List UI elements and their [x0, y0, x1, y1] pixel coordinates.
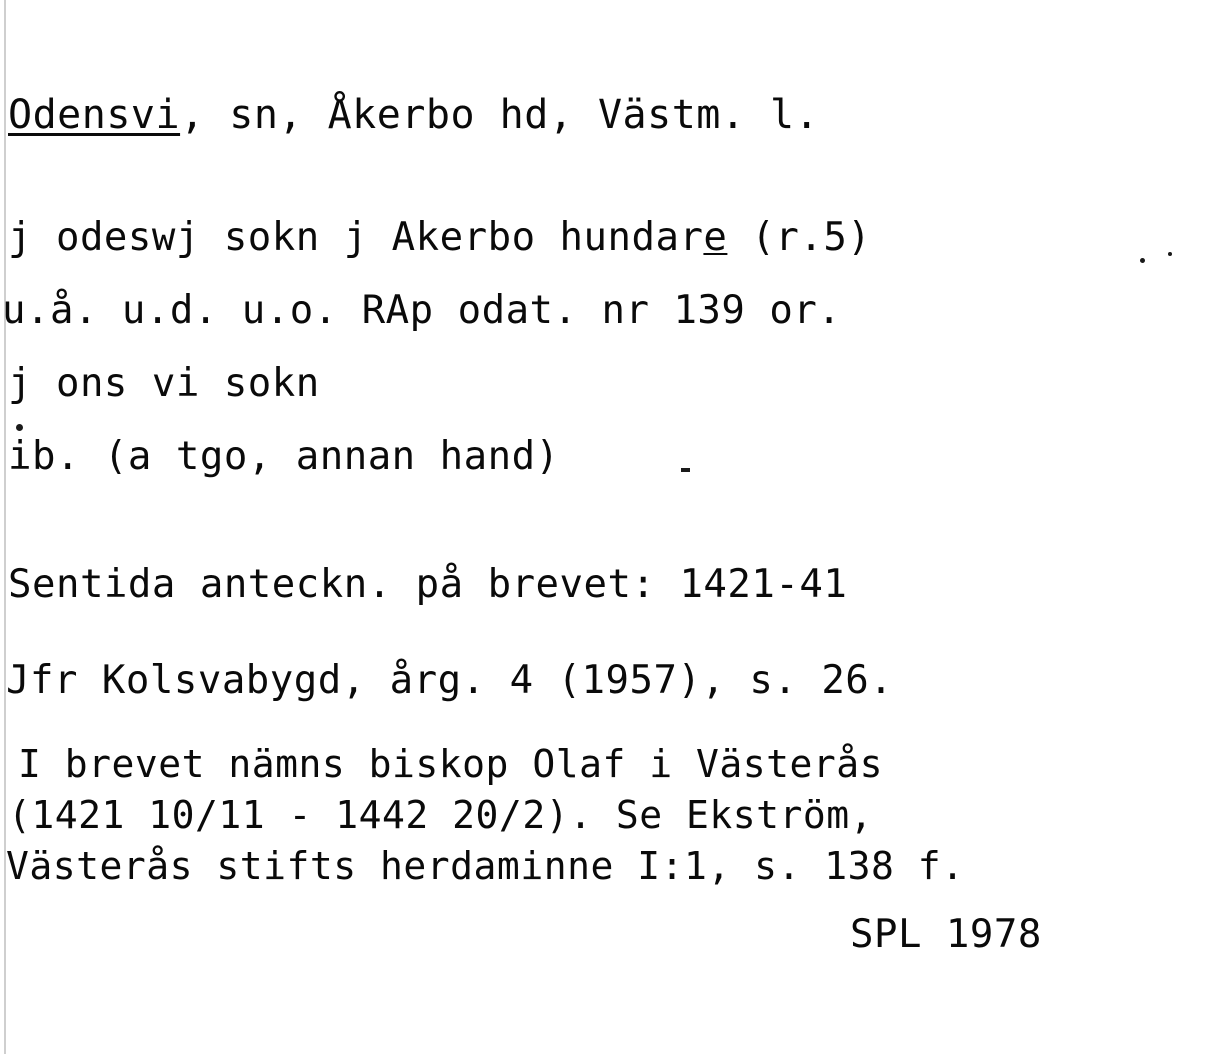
citation-1-text-after: (r.5) — [727, 215, 872, 260]
citation-1-text-before: j odeswj sokn j Akerbo hundar — [8, 215, 704, 260]
reference-line: Jfr Kolsvabygd, årg. 4 (1957), s. 26. — [6, 658, 894, 703]
note-line-1: I brevet nämns biskop Olaf i Västerås — [18, 742, 883, 786]
signature-line: SPL 1978 — [850, 912, 1042, 957]
ink-speck-icon — [16, 424, 23, 431]
ink-tick-icon — [681, 468, 690, 472]
ink-speck-icon — [1140, 258, 1145, 263]
later-note-line: Sentida anteckn. på brevet: 1421-41 — [8, 562, 848, 607]
headword-line — [8, 92, 819, 138]
citation-line-4: ib. (a tgo, annan hand) — [8, 434, 560, 479]
note-line-3: Västerås stifts herdaminne I:1, s. 138 f. — [6, 844, 965, 888]
headword: Odensvi — [8, 92, 181, 138]
ink-speck-icon — [1168, 252, 1172, 256]
citation-1-underlined: e — [703, 215, 728, 260]
citation-line-3: j ons vi sokn — [8, 361, 320, 406]
citation-line-2: u.å. u.d. u.o. RAp odat. nr 139 or. — [2, 288, 842, 333]
note-line-2: (1421 10/11 - 1442 20/2). Se Ekström, — [8, 793, 873, 837]
citation-line-1 — [8, 215, 871, 260]
headword-qualifier: , sn, Åkerbo hd, Västm. l. — [180, 92, 820, 138]
left-edge-rule — [4, 0, 6, 1054]
